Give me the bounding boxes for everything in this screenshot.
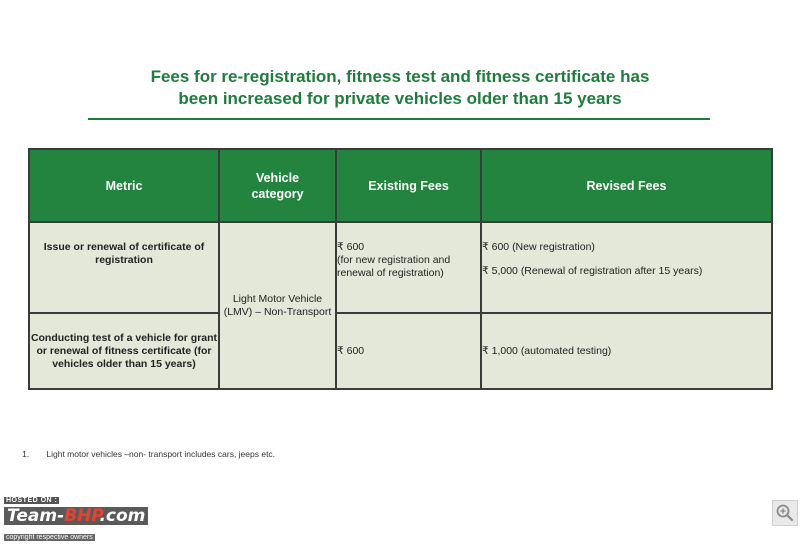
watermark-brand-a: Team- [7,506,65,526]
watermark-copyright: copyright respective owners [6,534,93,541]
existing-fee-cell [336,222,481,313]
revised-amount: 1,000 [491,344,518,357]
revised-amount-1: 600 [491,241,510,253]
existing-amount-value: 600 [346,241,365,253]
revised-note-1: (New registration) [512,241,595,253]
revised-note: (automated testing) [520,344,612,357]
existing-fee-note-2: renewal of registration) [337,267,444,279]
footnote-text: Light motor vehicles –non- transport includes cars, jeeps etc. [46,449,276,459]
watermark-brand-b: BHP [64,506,100,526]
metric-cell: Conducting test of a vehicle for grant or renewal of fitness certificate (for vehicles older than 15 years) [29,313,219,389]
header-metric: Metric [29,149,219,222]
header-category-line-2: category [251,186,304,201]
existing-fee-cell [336,313,481,389]
rupee-symbol: ₹ [337,344,344,357]
table-header-row [29,149,772,222]
watermark-hosted-label: HOSTED ON : [6,497,58,504]
rupee-symbol: ₹ [482,265,489,277]
table-row [29,222,772,313]
existing-amount-value: 600 [346,344,365,357]
rupee-symbol: ₹ [482,344,489,357]
title-line-2: been increased for private vehicles older than 15 years [178,89,622,108]
zoom-in-icon [773,501,797,525]
revised-note-2: (Renewal of registration after 15 years) [520,265,703,277]
header-category-line-1: Vehicle [255,170,300,185]
revised-amount-2: 5,000 [491,265,518,277]
revised-fee-line-1 [482,241,771,254]
table-row [29,313,772,389]
fees-table [28,148,773,390]
page-title [60,66,740,110]
watermark-brand [4,507,148,525]
vehicle-category-cell: Light Motor Vehicle (LMV) – Non-Transport [219,222,336,389]
existing-fee-note-1: (for new registration and [337,254,451,266]
header-existing-fees: Existing Fees [336,149,481,222]
zoom-button[interactable] [772,500,798,526]
existing-fee-amount [337,241,480,254]
metric-cell: Issue or renewal of certificate of registration [29,222,219,313]
title-underline [88,118,710,120]
footnote [22,449,275,459]
footnote-number: 1. [22,449,30,459]
header-revised-fees: Revised Fees [481,149,772,222]
revised-fee-cell [481,313,772,389]
watermark-brand-c: .com [99,506,146,526]
revised-fee-cell [481,222,772,313]
rupee-symbol: ₹ [482,241,489,253]
rupee-symbol: ₹ [337,241,344,253]
title-line-1: Fees for re-registration, fitness test and fitness certificate has [150,67,650,86]
header-vehicle-category [219,149,336,222]
revised-fee-line-2 [482,265,771,278]
watermark [4,489,204,544]
